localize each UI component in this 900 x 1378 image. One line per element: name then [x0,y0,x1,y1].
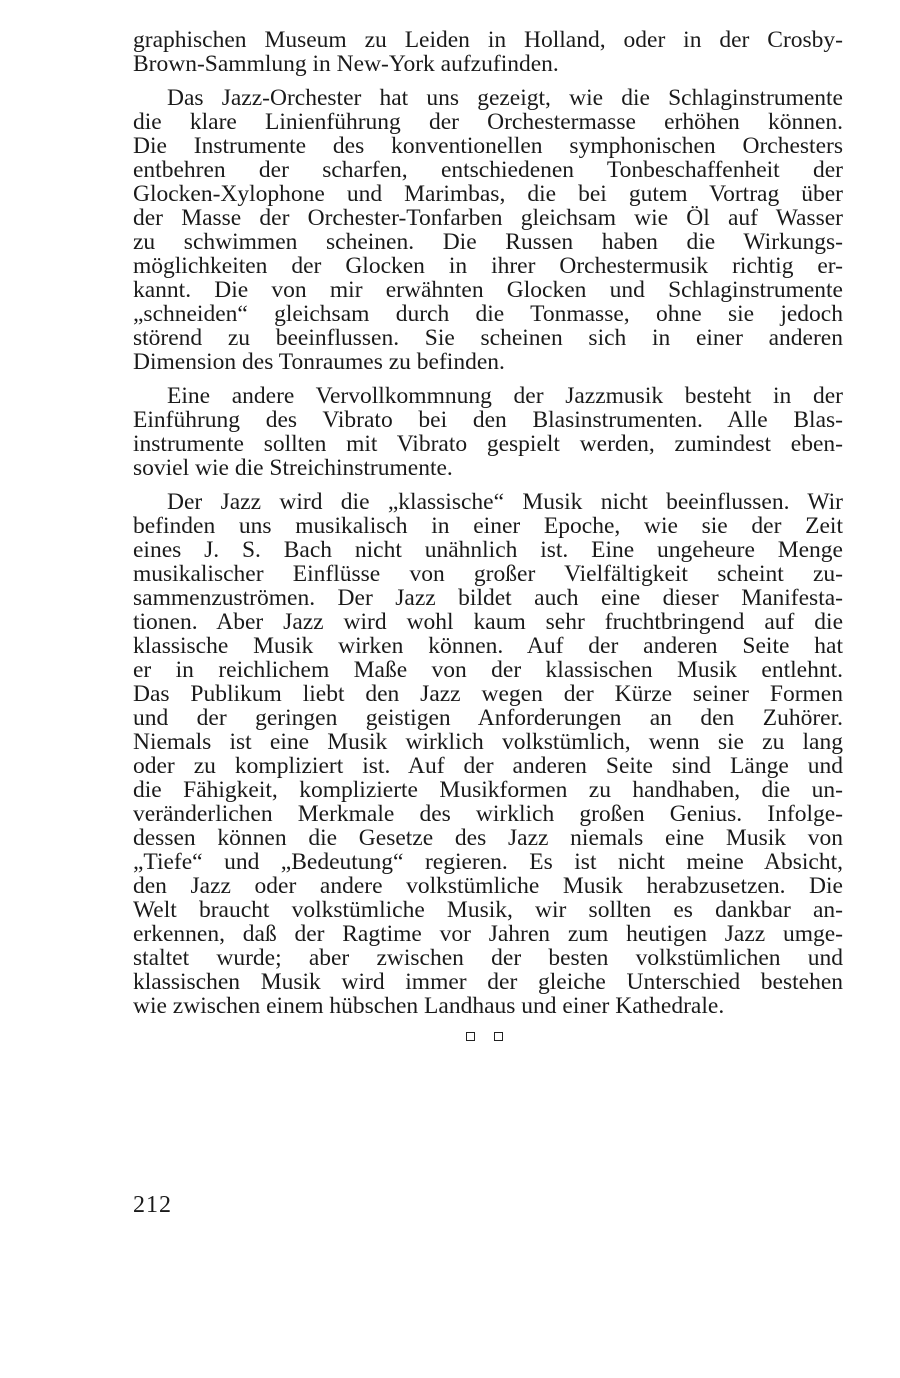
text-line: kannt. Die von mir erwähnten Glocken und Schlaginstrumente [133,277,843,303]
text-line: dessen können die Gesetze des Jazz niemals eine Musik von [133,825,843,851]
text-line: den Jazz oder andere volkstümliche Musik herabzusetzen. Die [133,873,843,899]
text-line: erkennen, daß der Ragtime vor Jahren zum heutigen Jazz umge- [133,921,843,947]
text-line: sammenzuströmen. Der Jazz bildet auch eine dieser Manifesta- [133,585,843,611]
text-line: er in reichlichem Maße von der klassischen Musik entlehnt. [133,657,843,683]
text-line: Dimension des Tonraumes zu befinden. [133,349,505,375]
page-body [133,28,843,1028]
text-line: die Fähigkeit, komplizierte Musikformen zu handhaben, die un- [133,777,843,803]
square-ornament-icon [494,1032,503,1041]
page-number: 212 [133,1192,172,1218]
text-line: veränderlichen Merkmale des wirklich großen Genius. Infolge- [133,801,843,827]
text-line: klassische Musik wirken können. Auf der anderen Seite hat [133,633,843,659]
section-break-ornament [466,1032,516,1046]
text-line: die klare Linienführung der Orchestermasse erhöhen können. [133,109,843,135]
text-line: Die Instrumente des konventionellen symphonischen Orchesters [133,133,843,159]
text-line: instrumente sollten mit Vibrato gespielt werden, zumindest eben- [133,431,843,457]
text-line: „schneiden“ gleichsam durch die Tonmasse, ohne sie jedoch [133,301,843,327]
paragraph [133,28,843,76]
text-line: eines J. S. Bach nicht unähnlich ist. Eine ungeheure Menge [133,537,843,563]
text-line: Das Publikum liebt den Jazz wegen der Kürze seiner Formen [133,681,843,707]
square-ornament-icon [466,1032,475,1041]
text-line: musikalischer Einflüsse von großer Vielfältigkeit scheint zu- [133,561,843,587]
paragraph [133,384,843,480]
text-line: tionen. Aber Jazz wird wohl kaum sehr fruchtbringend auf die [133,609,843,635]
text-line: entbehren der scharfen, entschiedenen Tonbeschaffenheit der [133,157,843,183]
text-line: und der geringen geistigen Anforderungen an den Zuhörer. [133,705,843,731]
text-line: Brown-Sammlung in New-York aufzufinden. [133,51,559,77]
text-line: befinden uns musikalisch in einer Epoche, wie sie der Zeit [133,513,843,539]
text-line: Einführung des Vibrato bei den Blasinstrumenten. Alle Blas- [133,407,843,433]
text-line: wie zwischen einem hübschen Landhaus und einer Kathedrale. [133,993,725,1019]
text-line: Eine andere Vervollkommnung der Jazzmusik besteht in der [167,383,843,409]
text-line: staltet wurde; aber zwischen der besten volkstümlichen und [133,945,843,971]
text-line: oder zu kompliziert ist. Auf der anderen Seite sind Länge und [133,753,843,779]
text-line: zu schwimmen scheinen. Die Russen haben die Wirkungs- [133,229,843,255]
text-line: Das Jazz-Orchester hat uns gezeigt, wie die Schlaginstrumente [167,85,843,111]
text-line: der Masse der Orchester-Tonfarben gleichsam wie Öl auf Wasser [133,205,843,231]
text-line: graphischen Museum zu Leiden in Holland, oder in der Crosby- [133,27,843,53]
text-line: klassischen Musik wird immer der gleiche Unterschied bestehen [133,969,843,995]
text-line: Der Jazz wird die „klassische“ Musik nicht beeinflussen. Wir [167,489,843,515]
paragraph [133,86,843,374]
text-line: Welt braucht volkstümliche Musik, wir sollten es dankbar an- [133,897,843,923]
text-line: soviel wie die Streichinstrumente. [133,455,453,481]
text-line: Glocken-Xylophone und Marimbas, die bei gutem Vortrag über [133,181,843,207]
text-line: Niemals ist eine Musik wirklich volkstümlich, wenn sie zu lang [133,729,843,755]
text-line: möglichkeiten der Glocken in ihrer Orchestermusik richtig er- [133,253,843,279]
paragraph [133,490,843,1018]
text-line: „Tiefe“ und „Bedeutung“ regieren. Es ist nicht meine Absicht, [133,849,843,875]
text-line: störend zu beeinflussen. Sie scheinen sich in einer anderen [133,325,843,351]
